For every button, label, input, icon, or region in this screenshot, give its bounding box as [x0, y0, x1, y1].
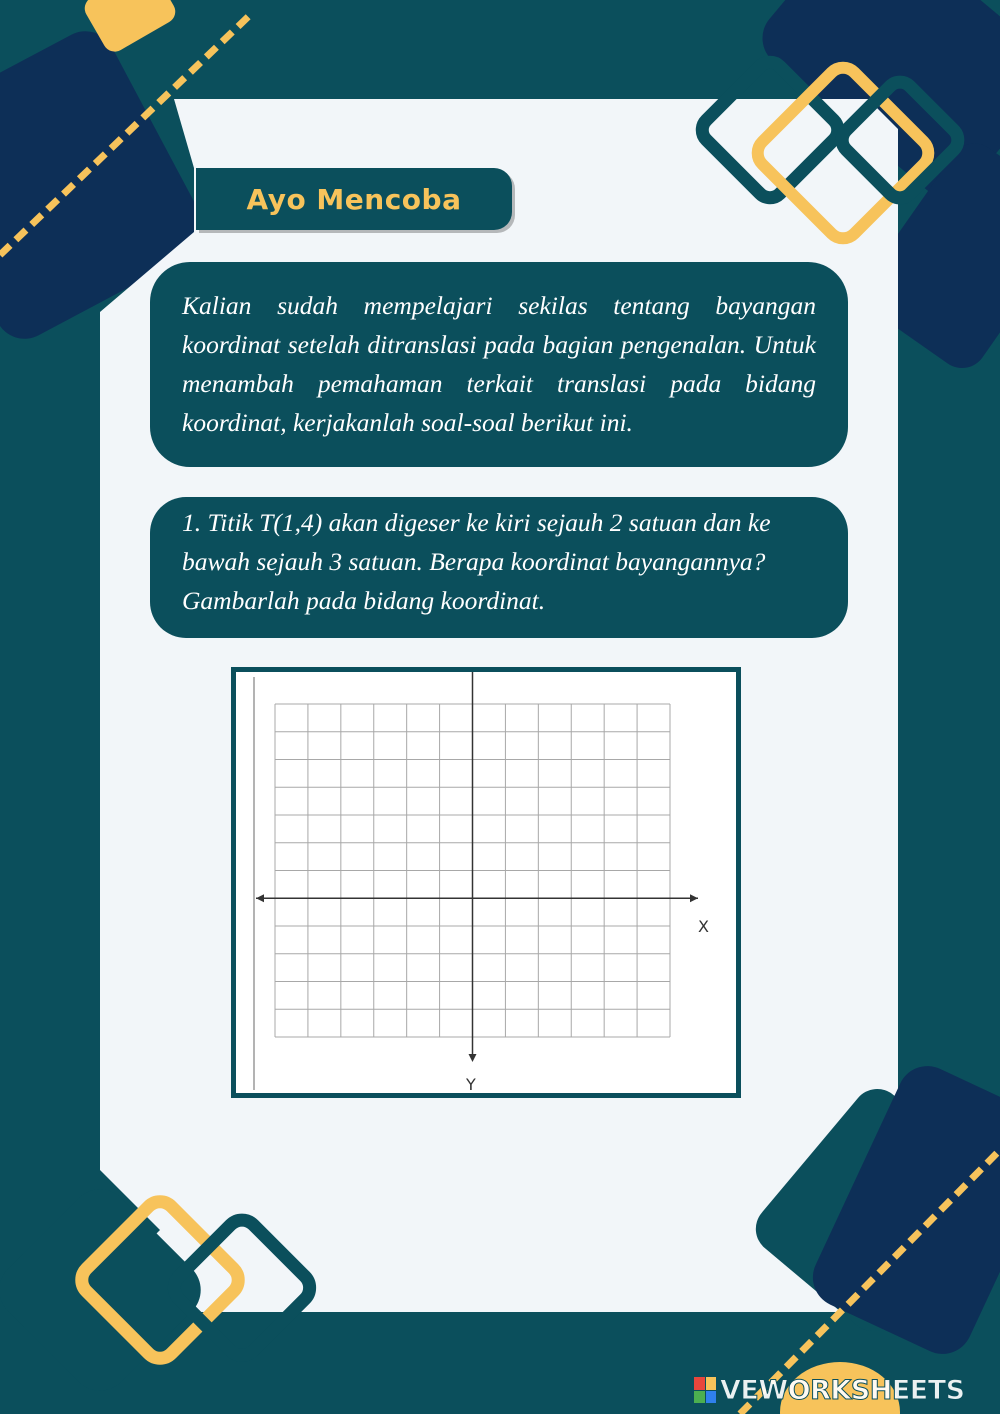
question-1-text: 1. Titik T(1,4) akan digeser ke kiri sejauh 2 satuan dan ke bawah sejauh 3 satuan. Berapa koordinat bayangannya? Gambarlah pada bidang koordinat. [182, 508, 771, 615]
section-title-tab [196, 168, 512, 230]
intro-text-box [150, 262, 848, 467]
x-axis-left-arrow-icon [256, 894, 264, 902]
coordinate-plane[interactable] [231, 667, 741, 1098]
x-axis-right-arrow-icon [690, 894, 698, 902]
question-1-box [150, 497, 848, 638]
y-axis-down-arrow-icon [469, 1054, 477, 1062]
section-title: Ayo Mencoba [246, 182, 462, 216]
watermark-text: VEWORKSHEETS [720, 1374, 965, 1406]
liveworksheets-watermark [694, 1374, 965, 1406]
x-axis-label: X [698, 917, 709, 936]
intro-text: Kalian sudah mempelajari sekilas tentang bayangan koordinat setelah ditranslasi pada bagian pengenalan. Untuk menambah pemahaman terkait translasi pada bidang koordinat, kerjakanlah soal-soal berikut ini. [182, 291, 816, 437]
coordinate-grid[interactable] [236, 672, 736, 1093]
y-axis-label: Y [466, 1075, 476, 1094]
liveworksheets-logo-icon [694, 1377, 716, 1403]
